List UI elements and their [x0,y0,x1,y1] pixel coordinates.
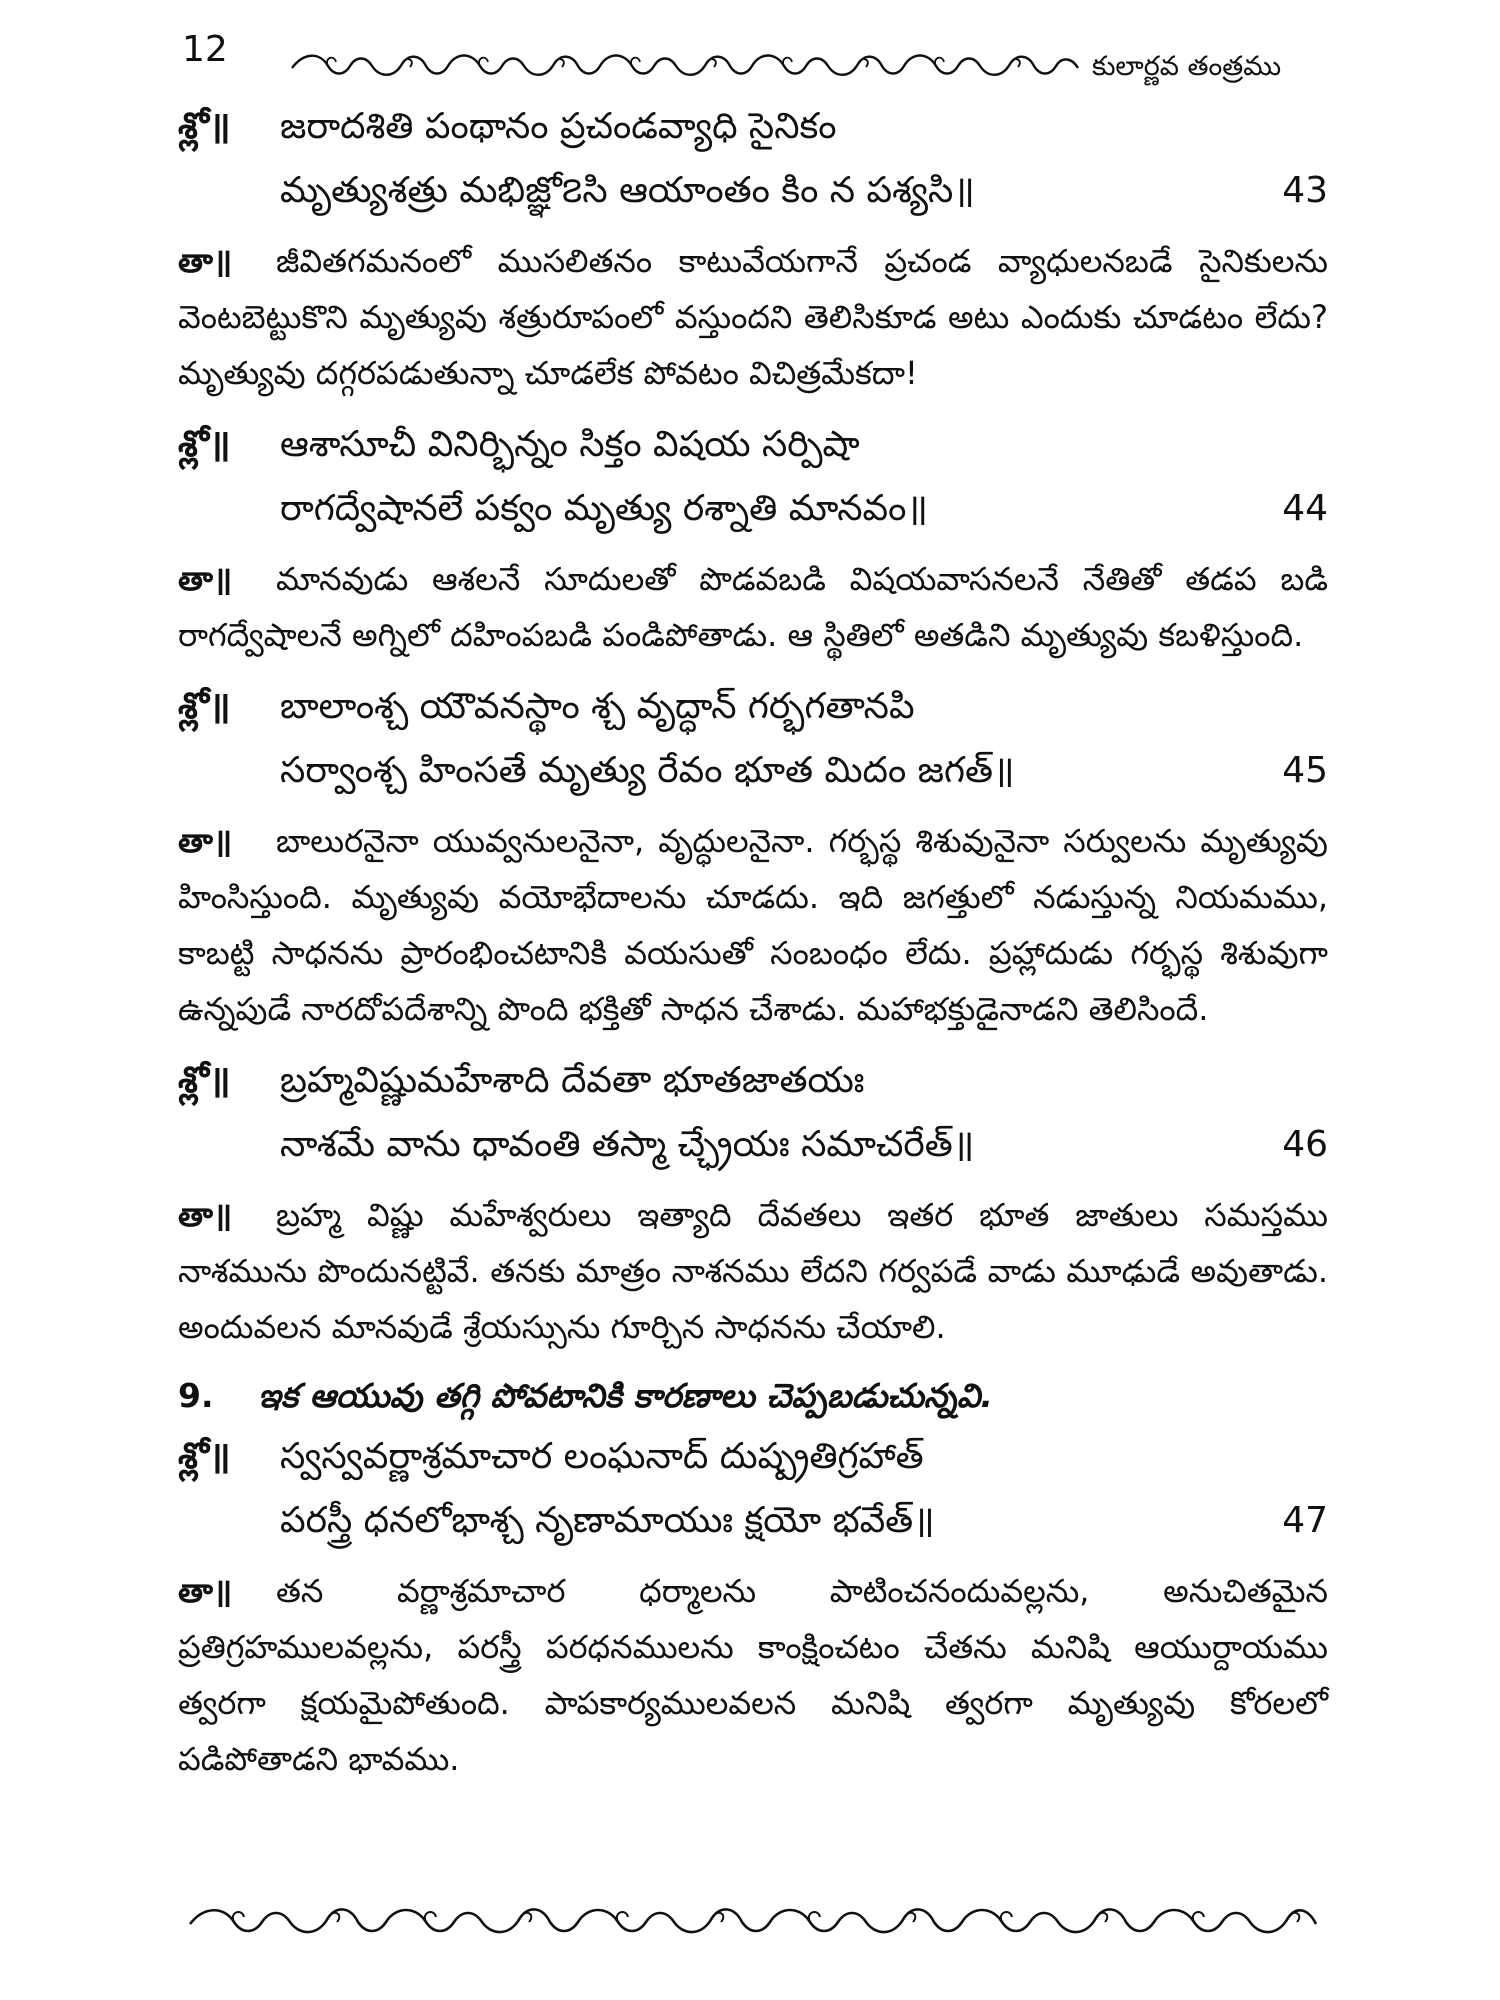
verse-line [178,159,1328,223]
verse-line [178,477,1328,541]
verse-text: సర్వాంశ్చ హింసతే మృత్యు రేవం భూత మిదం జగత్॥ [280,750,1015,791]
verse-text: ఆశాసూచీ వినిర్భిన్నం సిక్తం విషయ సర్పిషా [280,424,860,465]
meaning-46 [178,1187,1328,1355]
verse-marker: శ్లో॥ [178,424,231,465]
verse-text: పరస్త్రీ ధనలోభాశ్చ నృణామాయుః క్షయో భవేత్॥ [280,1500,935,1541]
page-number: 12 [182,29,228,70]
meaning-marker: తా॥ [178,242,233,280]
verse-line [178,413,1328,477]
verse-text: స్వస్వవర్ణాశ్రమాచార లంఘనాద్ దుష్ప్రతిగ్రహాత్ [280,1436,924,1477]
meaning-text: జీవితగమనంలో ముసలితనం కాటువేయగానే ప్రచండ వ్యాధులనబడే సైనికులను వెంటబెట్టుకొని మృత్యువు శత్రురూపంలో వస్తుందని తెలిసికూడ అటు ఎందుకు చూడటం లేదు? మృత్యువు దగ్గరపడుతున్నా చూడలేక పోవటం విచిత్రమేకదా! [178,242,1328,392]
meaning-text: బ్రహ్మ విష్ణు మహేశ్వరులు ఇత్యాది దేవతలు ఇతర భూత జాతులు సమస్తము నాశమును పొందునట్టివే. తనకు మాత్రం నాశనము లేదని గర్వపడే వాడు మూఢుడే అవుతాడు. అందువలన మానవుడే శ్రేయస్సును గూర్చిన సాధనను చేయాలి. [178,1196,1328,1346]
header-ornament-vine [292,56,1078,75]
verse-number: 44 [1282,488,1328,529]
verse-text: బ్రహ్మవిష్ణుమహేశాది దేవతా భూతజాతయః [280,1060,865,1101]
verse-marker: శ్లో॥ [178,1060,231,1101]
verse-line [178,95,1328,159]
meaning-47 [178,1563,1328,1787]
meaning-43 [178,233,1328,401]
meaning-text: మానవుడు ఆశలనే సూదులతో పొడవబడి విషయవాసనలనే నేతితో తడప బడి రాగద్వేషాలనే అగ్నిలో దహింపబడి పండిపోతాడు. ఆ స్థితిలో అతడిని మృత్యువు కబళిస్తుంది. [178,560,1328,654]
page-content [178,95,1328,1799]
verse-43 [178,95,1328,223]
verse-marker: శ్లో॥ [178,1436,231,1477]
verse-line [178,675,1328,739]
meaning-marker: తా॥ [178,560,233,598]
footer-ornament [188,1898,1318,1944]
verse-line [178,1049,1328,1113]
meaning-marker: తా॥ [178,1196,233,1234]
verse-marker: శ్లో॥ [178,106,231,147]
verse-line [178,1489,1328,1553]
verse-47 [178,1425,1328,1553]
verse-line [178,739,1328,803]
verse-number: 45 [1282,750,1328,791]
verse-number: 46 [1282,1124,1328,1165]
verse-line [178,1425,1328,1489]
verse-line [178,1113,1328,1177]
verse-text: మృత్యుశత్రు మభిజ్ఞో౭సి ఆయాంతం కిం న పశ్యసి॥ [280,170,975,211]
verse-text: నాశమే వాను ధావంతి తస్మా చ్ఛ్రేయః సమాచరేత్॥ [280,1124,975,1165]
verse-45 [178,675,1328,803]
meaning-45 [178,813,1328,1037]
header-ornament [290,46,1080,86]
section-number: 9. [178,1376,214,1415]
meaning-text: తన వర్ణాశ్రమాచార ధర్మాలను పాటించనందువల్లను, అనుచితమైన ప్రతిగ్రహములవల్లను, పరస్త్రీ పరధనములను కాంక్షించటం చేతను మనిషి ఆయుర్దాయము త్వరగా క్షయమైపోతుంది. పాపకార్యములవలన మనిషి త్వరగా మృత్యువు కోరలలో పడిపోతాడని భావము. [178,1572,1328,1778]
verse-text: రాగద్వేషానలే పక్వం మృత్యు రశ్నాతి మానవం॥ [280,488,928,529]
meaning-44 [178,551,1328,663]
section-heading-9 [178,1367,1328,1425]
section-heading-text: ఇక ఆయువు తగ్గి పోవటానికి కారణాలు చెప్పబడుచున్నవి. [258,1376,993,1415]
verse-number: 47 [1282,1500,1328,1541]
meaning-text: బాలురనైనా యువ్వనులనైనా, వృద్ధులనైనా. గర్భస్థ శిశువునైనా సర్వులను మృత్యువు హింసిస్తుంది. మృత్యువు వయోభేదాలను చూడదు. ఇది జగత్తులో నడుస్తున్న నియమము, కాబట్టి సాధనను ప్రారంభించటానికి వయసుతో సంబంధం లేదు. ప్రహ్లాదుడు గర్భస్థ శిశువుగా ఉన్నపుడే నారదోపదేశాన్ని పొంది భక్తితో సాధన చేశాడు. మహాభక్తుడైనాడని తెలిసిందే. [178,822,1328,1028]
meaning-marker: తా॥ [178,822,233,860]
verse-44 [178,413,1328,541]
verse-text: బాలాంశ్చ యౌవనస్థాం శ్చ వృద్ధాన్ గర్భగతానపి [280,686,915,727]
verse-text: జరాదశితి పంథానం ప్రచండవ్యాధి సైనికం [280,106,837,147]
footer-ornament-vine [190,1909,1316,1932]
book-title: కులార్ణవ తంత్రము [1092,51,1282,82]
verse-46 [178,1049,1328,1177]
meaning-marker: తా॥ [178,1572,233,1610]
verse-marker: శ్లో॥ [178,686,231,727]
verse-number: 43 [1282,170,1328,211]
